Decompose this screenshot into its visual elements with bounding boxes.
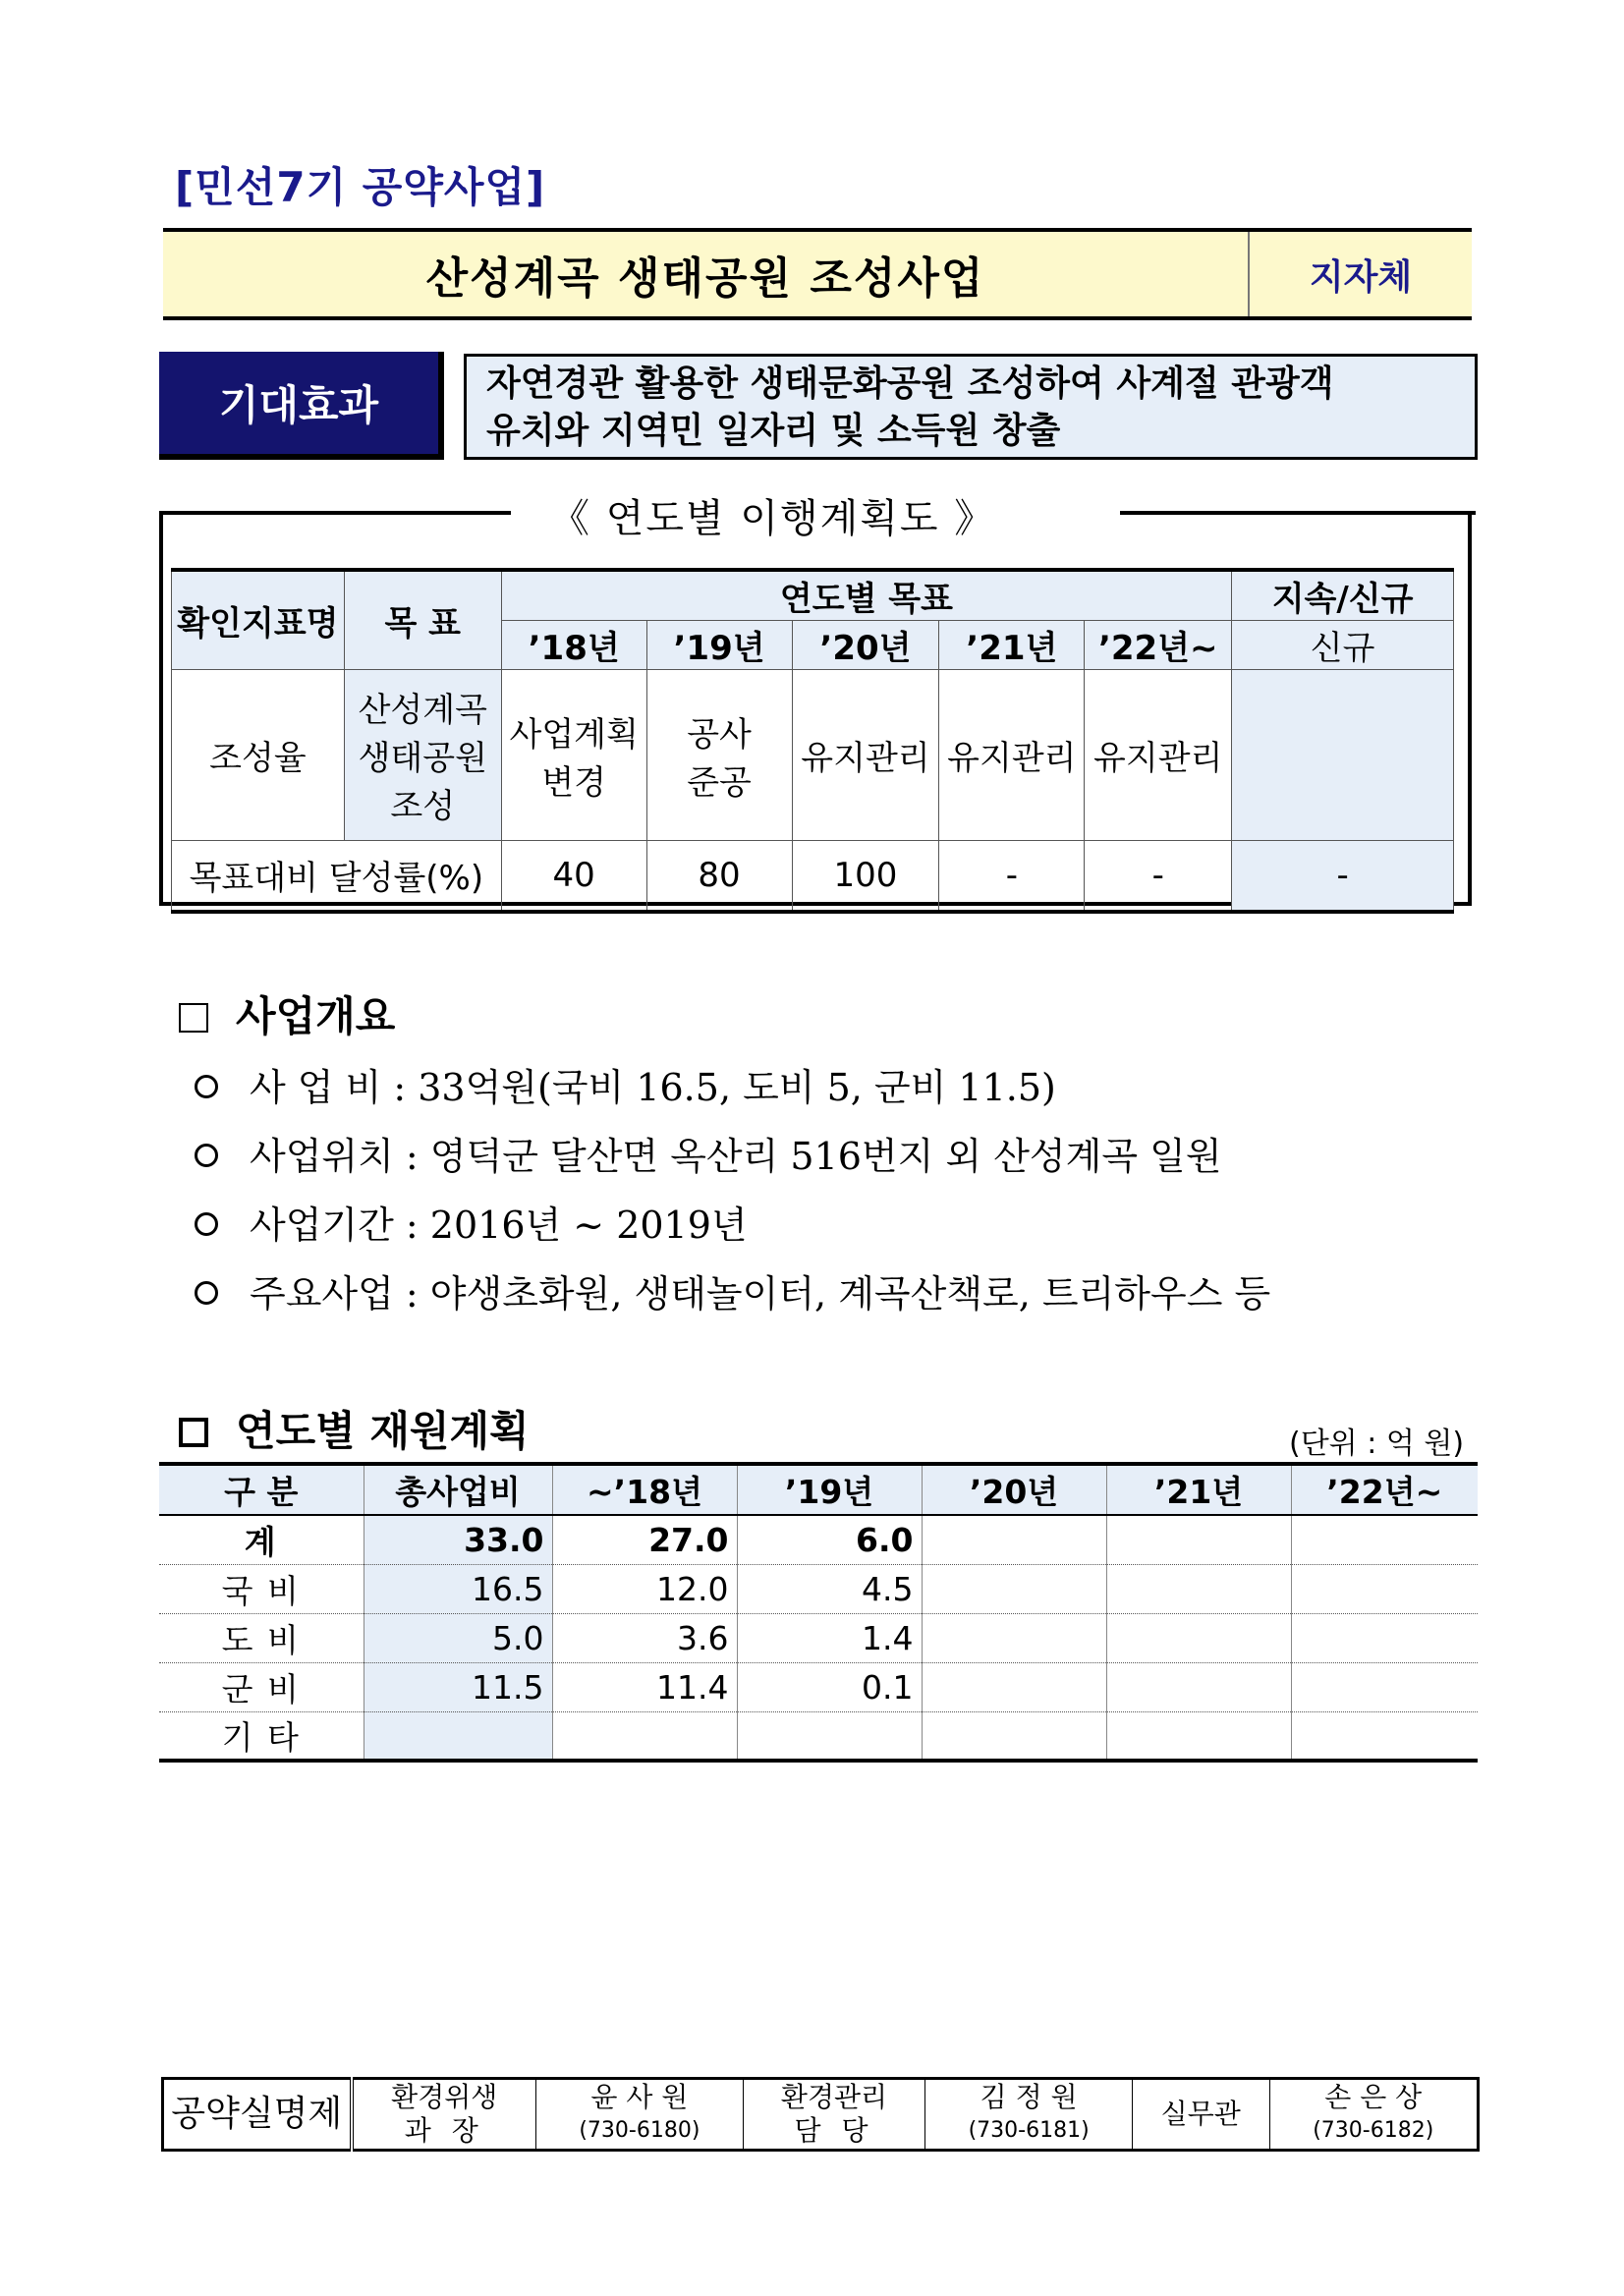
- finance-col-19: ’19년: [737, 1464, 922, 1515]
- finance-cell-22: [1291, 1613, 1478, 1662]
- table-row: [159, 1564, 1478, 1613]
- overview-item: [195, 1126, 1222, 1180]
- overview-item-text: 사 업 비 : 33억원(국비 16.5, 도비 5, 군비 11.5): [250, 1066, 1056, 1109]
- plan-status-cell: [1232, 670, 1454, 841]
- effect-text: [464, 354, 1478, 460]
- plan-achievement-19: 80: [646, 841, 792, 912]
- finance-cell-18: [552, 1711, 737, 1761]
- plan-box-top-right-line: [1120, 511, 1476, 515]
- plan-goal-line: 조성: [390, 787, 456, 826]
- footer-role-2: [743, 2079, 924, 2151]
- footer-role-3: [1132, 2079, 1269, 2151]
- finance-cell-19: 1.4: [737, 1613, 922, 1662]
- table-row: [159, 1613, 1478, 1662]
- plan-cell-line: 공사: [687, 714, 752, 755]
- footer-role-line: 환경관리: [780, 2081, 888, 2113]
- plan-year-22: ’22년~: [1085, 621, 1232, 670]
- plan-year-21: ’21년: [939, 621, 1085, 670]
- overview-heading: [179, 984, 395, 1043]
- checkbox-square-icon: [179, 1418, 208, 1447]
- plan-status-value: 신규: [1232, 621, 1454, 670]
- plan-year-20: ’20년: [792, 621, 939, 670]
- footer-name-1: [536, 2079, 744, 2151]
- finance-cell-22: [1291, 1564, 1478, 1613]
- finance-cell-20: [922, 1711, 1106, 1761]
- finance-cell-21: [1106, 1662, 1291, 1711]
- finance-heading-text: 연도별 재원계획: [236, 1407, 530, 1455]
- footer-name: 손 은 상: [1324, 2081, 1423, 2113]
- plan-achievement-status: -: [1232, 841, 1454, 912]
- plan-cell-line: 준공: [687, 762, 752, 803]
- finance-table: [159, 1462, 1478, 1763]
- overview-item-text: 주요사업 : 야생초화원, 생태놀이터, 계곡산책로, 트리하우스 등: [250, 1272, 1271, 1316]
- finance-row-label: 국 비: [159, 1564, 364, 1613]
- plan-achievement-label: 목표대비 달성률(%): [172, 841, 502, 912]
- footer-table: [161, 2077, 1480, 2152]
- finance-cell-19: 0.1: [737, 1662, 922, 1711]
- plan-cell-22: 유지관리: [1085, 670, 1232, 841]
- finance-col-21: ’21년: [1106, 1464, 1291, 1515]
- finance-cell-20: [922, 1613, 1106, 1662]
- circle-bullet-icon: [195, 1212, 218, 1236]
- overview-item: [195, 1057, 1056, 1111]
- plan-header-goal: 목 표: [344, 570, 501, 670]
- finance-cell-21: [1106, 1515, 1291, 1564]
- finance-row-label: 기 타: [159, 1711, 364, 1761]
- plan-header-status: 지속/신규: [1232, 570, 1454, 621]
- plan-header-yearly-goal: 연도별 목표: [501, 570, 1231, 621]
- finance-cell-22: [1291, 1515, 1478, 1564]
- table-row: [159, 1515, 1478, 1564]
- finance-cell-19: 4.5: [737, 1564, 922, 1613]
- footer-phone: (730-6181): [968, 2118, 1090, 2143]
- plan-goal-line: 산성계곡: [358, 691, 487, 730]
- footer-phone: (730-6182): [1313, 2118, 1434, 2143]
- footer-role-line: 환경위생: [391, 2081, 498, 2113]
- circle-bullet-icon: [195, 1144, 218, 1167]
- title-side-label: 지자체: [1309, 256, 1413, 298]
- circle-bullet-icon: [195, 1075, 218, 1098]
- plan-achievement-20: 100: [792, 841, 939, 912]
- plan-goal-cell: [344, 670, 501, 841]
- plan-cell-line: 사업계획: [509, 714, 639, 755]
- footer-phone: (730-6180): [579, 2118, 700, 2143]
- finance-cell-20: [922, 1564, 1106, 1613]
- finance-col-18: ~’18년: [552, 1464, 737, 1515]
- footer-role-line: 실무관: [1160, 2098, 1241, 2130]
- overview-heading-text: 사업개요: [236, 992, 396, 1040]
- plan-goal-line: 생태공원: [358, 739, 487, 778]
- finance-cell-22: [1291, 1662, 1478, 1711]
- finance-col-20: ’20년: [922, 1464, 1106, 1515]
- finance-cell-total: 5.0: [364, 1613, 552, 1662]
- finance-cell-20: [922, 1662, 1106, 1711]
- finance-cell-22: [1291, 1711, 1478, 1761]
- circle-bullet-icon: [195, 1281, 218, 1305]
- plan-box-top-left-line: [159, 511, 511, 515]
- footer-name: 윤 사 원: [590, 2081, 689, 2113]
- finance-cell-18: 27.0: [552, 1515, 737, 1564]
- plan-table: [171, 568, 1454, 914]
- plan-cell-19: [646, 670, 792, 841]
- finance-cell-21: [1106, 1711, 1291, 1761]
- plan-achievement-22: -: [1085, 841, 1232, 912]
- finance-row-label: 군 비: [159, 1662, 364, 1711]
- footer-name-3: [1269, 2079, 1478, 2151]
- overview-item: [195, 1263, 1270, 1317]
- effect-label: 기대효과: [159, 352, 444, 460]
- plan-achievement-18: 40: [501, 841, 646, 912]
- finance-col-category: 구 분: [159, 1464, 364, 1515]
- checkbox-square-icon: [179, 1003, 208, 1033]
- finance-cell-19: [737, 1711, 922, 1761]
- footer-name: 김 정 원: [980, 2081, 1078, 2113]
- overview-item-text: 사업위치 : 영덕군 달산면 옥산리 516번지 외 산성계곡 일원: [250, 1135, 1222, 1178]
- finance-cell-total: 33.0: [364, 1515, 552, 1564]
- overview-item: [195, 1195, 748, 1249]
- title-box: [163, 228, 1472, 320]
- finance-cell-18: 3.6: [552, 1613, 737, 1662]
- footer-role-line: 과 장: [404, 2114, 484, 2147]
- footer-role-1: [352, 2079, 536, 2151]
- finance-cell-18: 12.0: [552, 1564, 737, 1613]
- finance-row-label: 계: [159, 1515, 364, 1564]
- table-row: [159, 1662, 1478, 1711]
- header-tag: [민선7기 공약사업]: [175, 163, 546, 211]
- plan-achievement-21: -: [939, 841, 1085, 912]
- finance-col-total: 총사업비: [364, 1464, 552, 1515]
- finance-cell-18: 11.4: [552, 1662, 737, 1711]
- page-title: 산성계곡 생태공원 조성사업: [425, 253, 985, 304]
- finance-cell-19: 6.0: [737, 1515, 922, 1564]
- finance-cell-21: [1106, 1564, 1291, 1613]
- plan-year-18: ’18년: [501, 621, 646, 670]
- plan-cell-21: 유지관리: [939, 670, 1085, 841]
- finance-cell-21: [1106, 1613, 1291, 1662]
- finance-cell-20: [922, 1515, 1106, 1564]
- footer-role-line: 담 당: [794, 2114, 874, 2147]
- finance-heading: [179, 1399, 530, 1458]
- footer-name-2: [925, 2079, 1133, 2151]
- plan-cell-line: 변경: [541, 762, 607, 803]
- finance-cell-total: [364, 1711, 552, 1761]
- table-row: [159, 1711, 1478, 1761]
- plan-header-indicator: 확인지표명: [172, 570, 345, 670]
- finance-row-label: 도 비: [159, 1613, 364, 1662]
- finance-col-22: ’22년~: [1291, 1464, 1478, 1515]
- unit-note: (단위 : 억 원): [1289, 1427, 1465, 1461]
- plan-cell-20: 유지관리: [792, 670, 939, 841]
- finance-cell-total: 16.5: [364, 1564, 552, 1613]
- plan-indicator-cell: 조성율: [172, 670, 345, 841]
- finance-cell-total: 11.5: [364, 1662, 552, 1711]
- effect-line-1: 자연경관 활용한 생태문화공원 조성하여 사계절 관광객: [486, 364, 1334, 404]
- footer-label: 공약실명제: [163, 2079, 352, 2151]
- plan-year-19: ’19년: [646, 621, 792, 670]
- overview-item-text: 사업기간 : 2016년 ~ 2019년: [250, 1204, 748, 1247]
- plan-title: 《 연도별 이행계획도 》: [550, 496, 996, 541]
- plan-cell-18: [501, 670, 646, 841]
- effect-line-2: 유치와 지역민 일자리 및 소득원 창출: [486, 411, 1061, 451]
